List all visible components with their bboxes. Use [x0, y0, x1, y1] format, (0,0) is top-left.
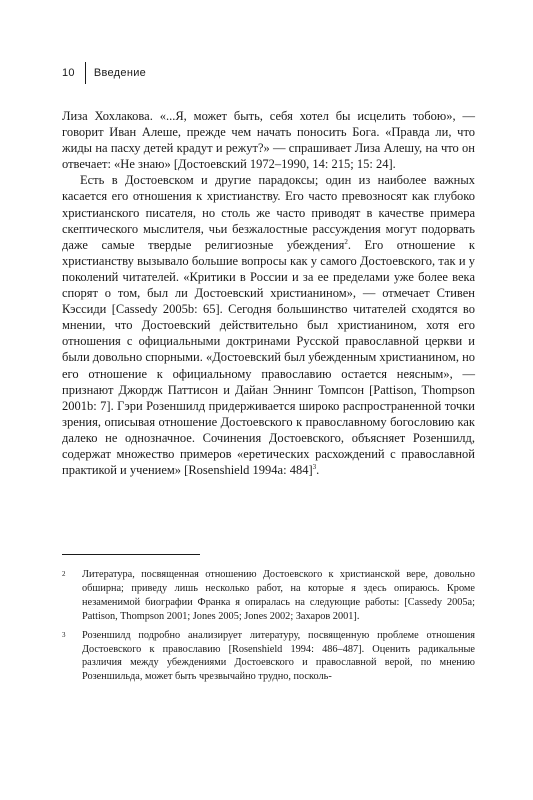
paragraph: Лиза Хохлакова. «...Я, может быть, себя хотел бы исцелить тобою», — говорит Иван Алеше, прежде чем начать поносить Бога. «Правда ли, что жиды на пасху детей крадут и режут?» — спрашивает Лиза Алешу, на что он отвечает: «Не знаю» [Достоевский 1972–1990, 14: 215; 15: 24]. [62, 109, 475, 172]
footnote-text: Розеншилд подробно анализирует литературу, посвященную проблеме отношения Достоевского к православию [Rosenshield 1994: 486–487]. Оценить радикальные различия между убеждениями Достоевского и православной верой, по мнению Розеншильда, может быть чрезвычайно трудно, посколь- [82, 629, 475, 683]
footnote [62, 629, 475, 685]
running-header [62, 62, 146, 84]
footnote-text: Литература, посвященная отношению Достоевского к христианской вере, довольно обширна; приведу лишь несколько работ, на которые я здесь опираюсь. Кроме незаменимой биографии Франка я опиралась на следующие работы: [Cassedy 2005a; Pattison, Thompson 2001; Jones 2005; Jones 2002; Захаров 2001]. [82, 569, 475, 622]
footnote-number: 2 [62, 570, 66, 578]
main-text [62, 108, 475, 478]
section-title: Введение [93, 67, 147, 79]
footnotes [62, 568, 475, 689]
footnote-number: 3 [62, 630, 66, 639]
page-number: 10 [62, 67, 75, 79]
footnote-ref[interactable]: 2 [344, 237, 348, 246]
footnote-separator [62, 554, 200, 555]
paragraph: Есть в Достоевском и другие парадоксы; один из наиболее важных касается его отношения к христианству. Его часто превозносят как глубоко христианского писателя, но столь же часто приводят в качестве примера скептического мыслителя, чьи безжалостные рассуждения могут подорвать даже самые твердые религиозные убеждения$^2$. Его отношение к христианству вызывало большие вопросы как у самого Достоевского, так и у поколений читателей. «Критики в России и за ее пределами уже более века спорят о том, был ли Достоевский христианином», — отмечает Стивен Кэссиди [Cassedy 2005b: 65]. Сегодня большинство читателей сходятся во мнении, что Достоевский действительно был христианином, хотя его отношения с официальными доктринами Русской православной церкви и были довольно спорными. «Достоевский был убежденным христианином, но его отношение к официальному православию остается неясным», — признают Джордж Паттисон и Дайан Эннинг Томпсон [Pattison, Thompson 2001b: 7]. Гэри Розеншилд придерживается широко распространенной точки зрения, описывая отношение Достоевского к православному богословию как далеко не однозначное. Сочинения Достоевского, объясняет Розеншилд, содержат множество примеров «еретических расхождений с православной практикой и учением» [Rosenshield 1994a: 484]$^3$. [62, 173, 476, 478]
footnote [62, 568, 475, 624]
footnote-ref[interactable]: 3 [312, 462, 317, 471]
header-divider [85, 62, 86, 84]
